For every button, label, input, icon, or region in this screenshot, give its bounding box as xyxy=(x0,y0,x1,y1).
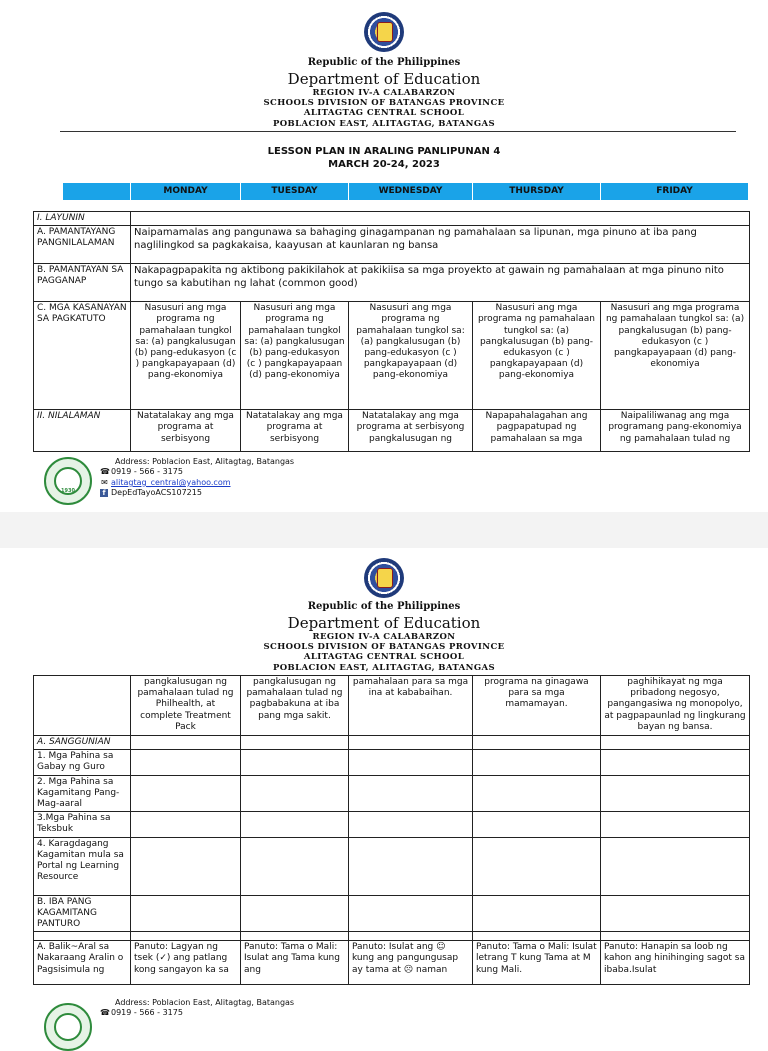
cell xyxy=(241,837,349,895)
cell xyxy=(349,812,473,837)
row-learning-resource: 4. Karagdagang Kagamitan mula sa Portal ng Learning Resource xyxy=(34,837,131,895)
footer-facebook: DepEdTayoACS107215 xyxy=(111,488,202,497)
cell xyxy=(473,837,601,895)
school-logo-icon-page2 xyxy=(44,1003,92,1051)
footer-address: Address: Poblacion East, Alitagtag, Batangas xyxy=(115,457,295,466)
pamantayang-label: A. PAMANTAYANG PANGNILALAMAN xyxy=(34,226,131,264)
cell xyxy=(473,932,601,941)
header-divider xyxy=(60,131,736,132)
nilalaman-friday: Naipaliliwanag ang mga programang pang-ekonomiya ng pamahalaan tulad ng xyxy=(601,410,750,452)
lesson-table-page1 xyxy=(33,211,750,452)
footer-phone-page2: 0919 - 566 - 3175 xyxy=(111,1008,183,1017)
row-gabay-guro: 1. Mga Pahina sa Gabay ng Guro xyxy=(34,750,131,775)
school-logo-icon xyxy=(44,457,92,505)
cell xyxy=(241,775,349,812)
letterhead xyxy=(0,57,768,129)
continued-monday: pangkalusugan ng pamahalaan tulad ng Philhealth, at complete Treatment Pack xyxy=(131,676,241,736)
day-friday: FRIDAY xyxy=(601,183,749,201)
region-text-page2: REGION IV-A CALABARZON xyxy=(312,632,456,642)
cell xyxy=(601,895,750,932)
balik-thursday: Panuto: Tama o Mali: Isulat letrang T kung Tama at M kung Mali. xyxy=(473,941,601,985)
cell xyxy=(131,736,241,750)
nilalaman-wednesday: Natatalakay ang mga programa at serbisyong pangkalusugan ng xyxy=(349,410,473,452)
day-header-table xyxy=(62,182,749,201)
footer-phone-row-page2 xyxy=(100,1008,183,1018)
row-teksbuk: 3.Mga Pahina sa Teksbuk xyxy=(34,812,131,837)
day-wednesday: WEDNESDAY xyxy=(349,183,473,201)
continued-label xyxy=(34,676,131,736)
lesson-title-block xyxy=(0,145,768,171)
footer-email-link[interactable]: alitagtag_central@yahoo.com xyxy=(111,478,231,487)
deped-seal-icon-page2 xyxy=(364,558,404,598)
cell xyxy=(131,932,241,941)
cell xyxy=(473,895,601,932)
cell xyxy=(349,837,473,895)
division-text-page2: SCHOOLS DIVISION OF BATANGAS PROVINCE xyxy=(263,642,505,653)
cell xyxy=(241,812,349,837)
cell xyxy=(241,750,349,775)
pagganap-label: B. PAMANTAYAN SA PAGGANAP xyxy=(34,264,131,302)
day-tuesday: TUESDAY xyxy=(241,183,349,201)
school-address-page2: POBLACION EAST, ALITAGTAG, BATANGAS xyxy=(272,662,496,673)
pagganap-text: Nakapagpapakita ng aktibong pakikilahok at pakikiisa sa mga proyekto at gawain ng pamahalaan at mga pinuno nito tungo sa kabutihan ng lahat (common good) xyxy=(131,264,750,302)
continued-tuesday: pangkalusugan ng pamahalaan tulad ng pagbabakuna at iba pang mga sakit. xyxy=(241,676,349,736)
cell xyxy=(131,812,241,837)
balik-friday: Panuto: Hanapin sa loob ng kahon ang hinihinging sagot sa ibaba.Isulat xyxy=(601,941,750,985)
cell xyxy=(601,812,750,837)
facebook-icon: f xyxy=(100,489,108,497)
nilalaman-label: II. NILALAMAN xyxy=(34,410,131,452)
day-header-blank xyxy=(63,183,131,201)
balik-aral-label: A. Balik~Aral sa Nakaraang Aralin o Pagsisimula ng xyxy=(34,941,131,985)
balik-tuesday: Panuto: Tama o Mali: Isulat ang Tama kung ang xyxy=(241,941,349,985)
department-title: Department of Education xyxy=(287,70,481,88)
cell xyxy=(241,736,349,750)
cell xyxy=(601,775,750,812)
cell xyxy=(241,932,349,941)
sanggunian-heading: A. SANGGUNIAN xyxy=(34,736,131,750)
footer-phone-row xyxy=(100,467,183,477)
cell xyxy=(473,750,601,775)
lesson-title: LESSON PLAN IN ARALING PANLIPUNAN 4 xyxy=(267,146,501,157)
cell xyxy=(349,932,473,941)
region-text: REGION IV-A CALABARZON xyxy=(312,88,456,98)
layunin-heading: I. LAYUNIN xyxy=(34,212,131,226)
cell xyxy=(601,932,750,941)
continued-wednesday: pamahalaan para sa mga ina at kababaihan. xyxy=(349,676,473,736)
republic-text-page2: Republic of the Philippines xyxy=(307,601,461,612)
row-iba-pang-kagamitan: B. IBA PANG KAGAMITANG PANTURO xyxy=(34,895,131,932)
nilalaman-thursday: Napapahalagahan ang pagpapatupad ng pamahalaan sa mga xyxy=(473,410,601,452)
cell xyxy=(349,895,473,932)
continued-thursday: programa na ginagawa para sa mga mamamayan. xyxy=(473,676,601,736)
cell xyxy=(473,736,601,750)
cell xyxy=(34,932,131,941)
pamantayang-text: Naipamamalas ang pangunawa sa bahaging ginagampanan ng pamahalaan sa lipunan, mga pinuno at iba pang naglilingkod sa pagkakaisa, kaayusan at kaunlaran ng bansa xyxy=(131,226,750,264)
school-address: POBLACION EAST, ALITAGTAG, BATANGAS xyxy=(272,118,496,129)
cell xyxy=(131,837,241,895)
kasanayan-thursday: Nasusuri ang mga programa ng pamahalaan tungkol sa: (a) pangkalusugan (b) pang-edukasyon (c ) pangkapayapaan (d) pang-ekonomiya xyxy=(473,302,601,410)
balik-wednesday: Panuto: Isulat ang ☺ kung ang pangungusap ay tama at ☹ naman xyxy=(349,941,473,985)
nilalaman-monday: Natatalakay ang mga programa at serbisyong xyxy=(131,410,241,452)
email-icon: ✉ xyxy=(101,478,108,487)
letterhead-page2 xyxy=(0,601,768,673)
day-monday: MONDAY xyxy=(131,183,241,201)
lesson-dates: MARCH 20-24, 2023 xyxy=(328,159,440,170)
cell xyxy=(131,895,241,932)
division-text: SCHOOLS DIVISION OF BATANGAS PROVINCE xyxy=(263,98,505,109)
lesson-table-page2 xyxy=(33,675,750,985)
cell xyxy=(349,750,473,775)
nilalaman-tuesday: Natatalakay ang mga programa at serbisyong xyxy=(241,410,349,452)
footer-address-page2: Address: Poblacion East, Alitagtag, Batangas xyxy=(115,998,295,1007)
phone-icon-page2: ☎ xyxy=(100,1008,110,1017)
day-thursday: THURSDAY xyxy=(473,183,601,201)
cell xyxy=(349,775,473,812)
kasanayan-wednesday: Nasusuri ang mga programa ng pamahalaan tungkol sa: (a) pangkalusugan (b) pang-edukasyon (c ) pangkapayapaan (d) pang-ekonomiya xyxy=(349,302,473,410)
layunin-cell xyxy=(131,212,750,226)
cell xyxy=(601,736,750,750)
footer-phone: 0919 - 566 - 3175 xyxy=(111,467,183,476)
kasanayan-friday: Nasusuri ang mga programa ng pamahalaan tungkol sa: (a) pangkalusugan (b) pang-edukasyon (c ) pangkapayapaan (d) pang-ekonomiya xyxy=(601,302,750,410)
school-name-page2: ALITAGTAG CENTRAL SCHOOL xyxy=(303,652,465,663)
row-kagamitang-mag-aaral: 2. Mga Pahina sa Kagamitang Pang-Mag-aaral xyxy=(34,775,131,812)
cell xyxy=(349,736,473,750)
department-title-page2: Department of Education xyxy=(287,614,481,632)
deped-seal-icon xyxy=(364,12,404,52)
cell xyxy=(601,837,750,895)
republic-text: Republic of the Philippines xyxy=(307,57,461,68)
footer-email-row xyxy=(100,478,231,488)
kasanayan-tuesday: Nasusuri ang mga programa ng pamahalaan tungkol sa: (a) pangkalusugan (b) pang-edukasyon (c ) pangkapayapaan (d) pang-ekonomiya xyxy=(241,302,349,410)
cell xyxy=(131,750,241,775)
cell xyxy=(131,775,241,812)
cell xyxy=(473,775,601,812)
cell xyxy=(241,895,349,932)
continued-friday: paghihikayat ng mga pribadong negosyo, pangangasiwa ng monopolyo, at pagpapaunlad ng lingkurang bayan ng bansa. xyxy=(601,676,750,736)
cell xyxy=(601,750,750,775)
phone-icon: ☎ xyxy=(100,467,110,476)
school-name: ALITAGTAG CENTRAL SCHOOL xyxy=(303,108,465,119)
balik-monday: Panuto: Lagyan ng tsek (✓) ang patlang kong sangayon ka sa xyxy=(131,941,241,985)
page-gap xyxy=(0,512,768,548)
school-logo-year: 1930 xyxy=(61,488,75,494)
kasanayan-monday: Nasusuri ang mga programa ng pamahalaan tungkol sa: (a) pangkalusugan (b) pang-edukasyon (c ) pangkapayapaan (d) pang-ekonomiya xyxy=(131,302,241,410)
footer-facebook-row xyxy=(100,488,202,498)
cell xyxy=(473,812,601,837)
kasanayan-label: C. MGA KASANAYAN SA PAGKATUTO xyxy=(34,302,131,410)
